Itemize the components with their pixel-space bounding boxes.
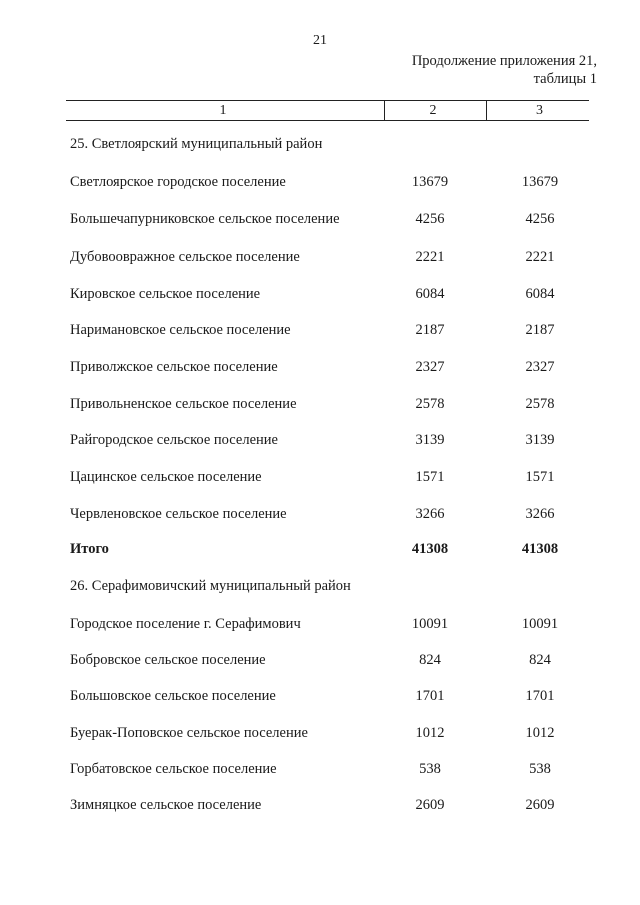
- table-row: [0, 506, 640, 528]
- row-value-col-2: 824: [419, 652, 441, 668]
- table-row: [0, 359, 640, 381]
- table-row: [0, 396, 640, 418]
- row-value-col-2: 538: [419, 761, 441, 777]
- row-value-col-3: 3139: [525, 432, 555, 448]
- header-col-3: 3: [536, 103, 543, 118]
- row-value-col-3: 538: [529, 761, 551, 777]
- row-value-col-2: 10091: [411, 616, 449, 632]
- page-number: 21: [313, 33, 327, 48]
- continuation-note: [412, 52, 597, 88]
- header-col-1: 1: [219, 103, 227, 118]
- header-divider: [486, 100, 487, 121]
- row-name: Итого: [70, 541, 109, 557]
- continuation-line-1: Продолжение приложения 21,: [411, 53, 597, 69]
- row-value-col-3: 2578: [525, 396, 555, 412]
- row-value-col-3: 2187: [525, 322, 555, 338]
- table-row: [0, 469, 640, 491]
- row-value-col-3: 10091: [521, 616, 559, 632]
- table-row: [0, 432, 640, 454]
- row-name: 26. Серафимовичский муниципальный район: [70, 578, 351, 594]
- row-value-col-3: 1701: [525, 688, 555, 704]
- table-row: [0, 652, 640, 674]
- row-name: Бобровское сельское поселение: [70, 652, 266, 668]
- section-heading-row: [0, 578, 640, 600]
- table-row: [0, 725, 640, 747]
- row-value-col-2: 1012: [415, 725, 445, 741]
- header-bottom-rule: [66, 120, 589, 121]
- row-name: Зимняцкое сельское поселение: [70, 797, 262, 813]
- row-value-col-3: 2327: [525, 359, 555, 375]
- table-row: [0, 322, 640, 344]
- row-value-col-2: 2578: [415, 396, 445, 412]
- row-value-col-3: 4256: [525, 211, 555, 227]
- row-value-col-3: 41308: [521, 541, 559, 557]
- table-row: [0, 211, 640, 233]
- row-value-col-2: 3266: [415, 506, 445, 522]
- row-value-col-3: 824: [529, 652, 551, 668]
- row-name: Червленовское сельское поселение: [70, 506, 287, 522]
- table-row: [0, 797, 640, 819]
- row-name: Цацинское сельское поселение: [70, 469, 262, 485]
- header-col-2: 2: [429, 103, 437, 118]
- row-name: Кировское сельское поселение: [70, 286, 261, 302]
- table-row: [0, 286, 640, 308]
- table-row: [0, 249, 640, 271]
- row-name: Большовское сельское поселение: [70, 688, 276, 704]
- table-row: [0, 174, 640, 196]
- row-value-col-3: 3266: [525, 506, 555, 522]
- row-value-col-3: 2221: [525, 249, 555, 265]
- row-value-col-2: 6084: [415, 286, 445, 302]
- total-row: [0, 541, 640, 563]
- table-row: [0, 688, 640, 710]
- row-value-col-2: 1701: [415, 688, 445, 704]
- row-value-col-2: 3139: [415, 432, 445, 448]
- row-name: Горбатовское сельское поселение: [70, 761, 277, 777]
- row-value-col-3: 2609: [525, 797, 555, 813]
- row-value-col-3: 6084: [525, 286, 555, 302]
- row-name: Привольненское сельское поселение: [70, 396, 297, 412]
- table-row: [0, 616, 640, 638]
- header-divider: [384, 100, 385, 121]
- row-name: Буерак-Поповское сельское поселение: [70, 725, 308, 741]
- row-value-col-2: 2187: [415, 322, 445, 338]
- row-name: Большечапурниковское сельское поселение: [70, 211, 340, 227]
- header-top-rule: [66, 100, 589, 101]
- row-name: Дубовоовражное сельское поселение: [70, 249, 300, 265]
- section-heading-row: [0, 136, 640, 158]
- table-row: [0, 761, 640, 783]
- row-value-col-3: 1571: [525, 469, 555, 485]
- row-name: 25. Светлоярский муниципальный район: [70, 136, 323, 152]
- row-value-col-2: 2221: [415, 249, 445, 265]
- row-name: Приволжское сельское поселение: [70, 359, 278, 375]
- continuation-line-2: таблицы 1: [533, 71, 597, 87]
- row-value-col-2: 4256: [415, 211, 445, 227]
- row-name: Райгородское сельское поселение: [70, 432, 278, 448]
- row-value-col-2: 1571: [415, 469, 445, 485]
- row-value-col-3: 1012: [525, 725, 555, 741]
- row-name: Городское поселение г. Серафимович: [70, 616, 301, 632]
- row-name: Наримановское сельское поселение: [70, 322, 291, 338]
- row-value-col-2: 2609: [415, 797, 445, 813]
- table-header: [66, 96, 589, 121]
- row-value-col-2: 2327: [415, 359, 445, 375]
- row-value-col-2: 41308: [411, 541, 449, 557]
- row-value-col-3: 13679: [521, 174, 559, 190]
- row-value-col-2: 13679: [411, 174, 449, 190]
- row-name: Светлоярское городское поселение: [70, 174, 286, 190]
